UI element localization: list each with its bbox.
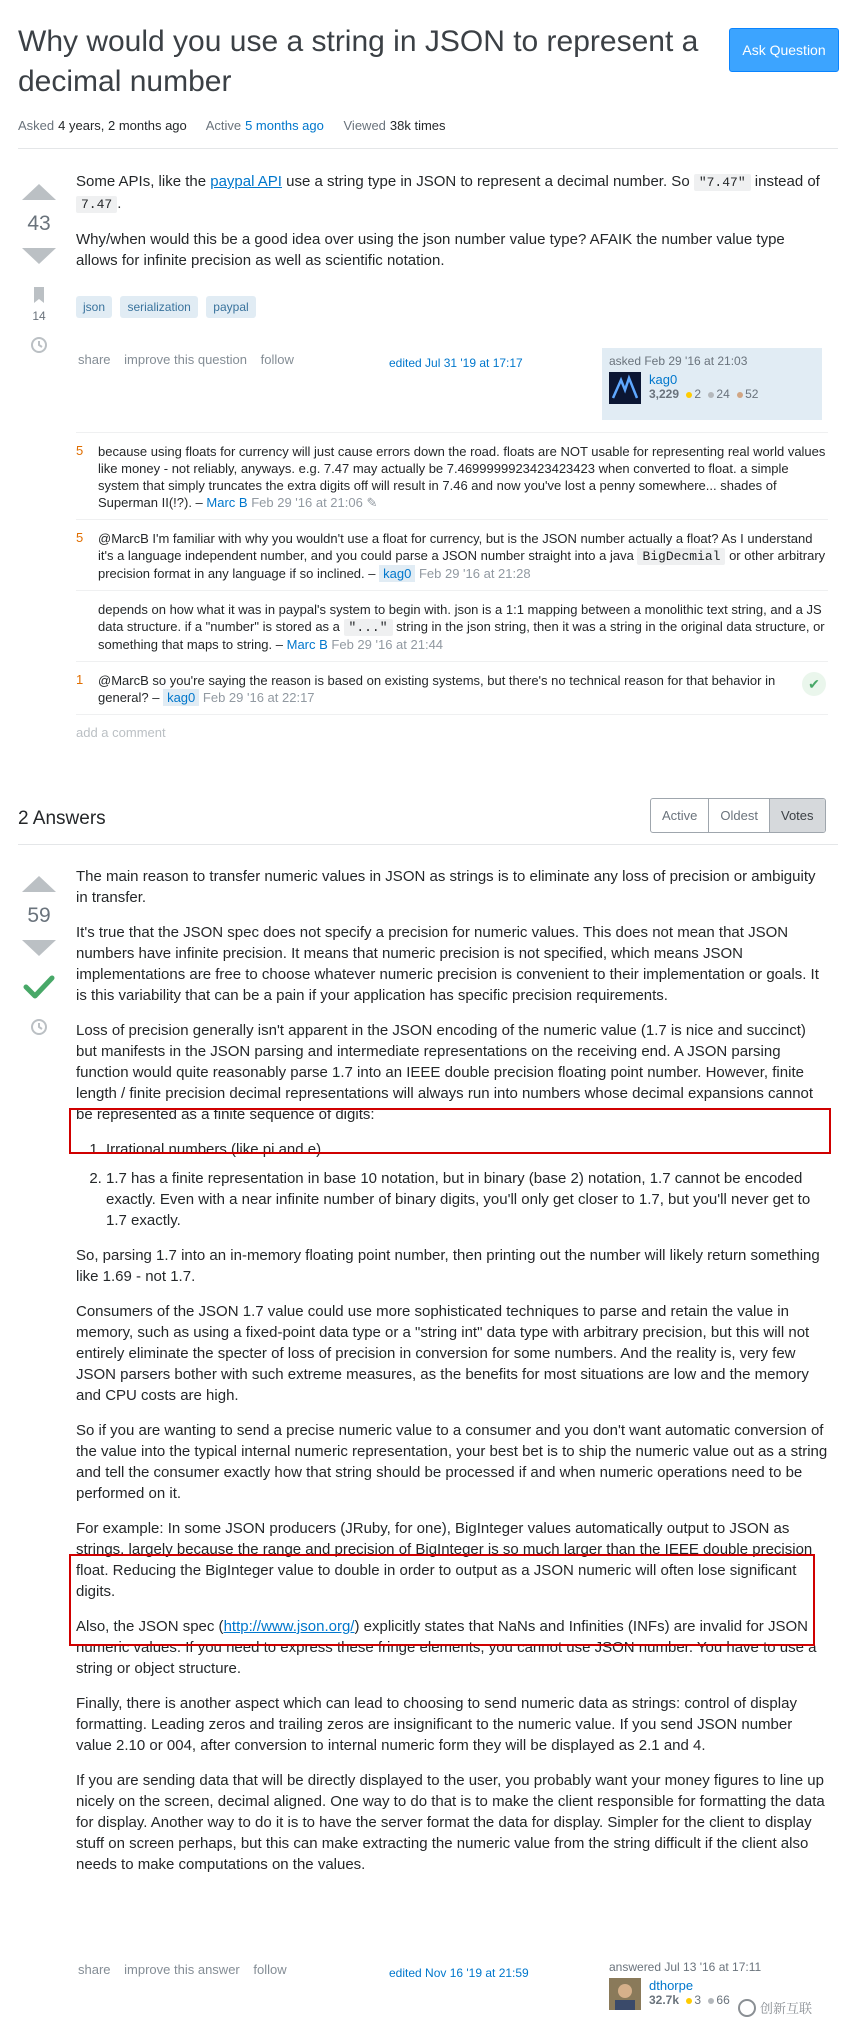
comment-item — [76, 520, 828, 590]
question-post-menu — [78, 352, 304, 367]
answer-paragraph: If you are sending data that will be directly displayed to the user, you probably want your money figures to line up nicely on the screen, decimal aligned. One way to do that is to make the client responsible for formatting the data for display. Another way to do it is to have the server format the data for display. Simpler for the client to display stuff on screen perhaps, but this can make extracting the numeric value from the string difficult if the client also needs to make computations on the values. — [76, 1772, 825, 1873]
comment-code: "..." — [344, 619, 393, 636]
question-score: 43 — [27, 212, 51, 235]
list-item: 1. Irrational numbers (like pi and e) — [106, 1139, 828, 1160]
follow-link[interactable]: follow — [253, 1962, 287, 1977]
tag-json[interactable]: json — [76, 296, 112, 318]
improve-question-link[interactable]: improve this question — [124, 352, 247, 367]
comment-score: 5 — [76, 443, 84, 458]
answer-body — [76, 866, 828, 1889]
improve-answer-link[interactable]: improve this answer — [124, 1962, 240, 1977]
accepted-check-icon — [16, 974, 62, 1005]
gold-badge-icon — [686, 1998, 692, 2004]
page-title: Why would you use a string in JSON to represent a decimal number — [18, 25, 699, 98]
silver-badge-icon — [708, 392, 714, 398]
answer-owner-card — [609, 1960, 829, 2030]
paypal-api-link[interactable]: paypal API — [210, 173, 282, 190]
answer-vote-cell — [16, 876, 62, 1042]
comment-date[interactable]: Feb 29 '16 at 21:06 — [251, 495, 363, 510]
comment-user[interactable]: kag0 — [379, 565, 415, 582]
comment-user[interactable]: Marc B — [286, 637, 328, 652]
answer-paragraph: The main reason to transfer numeric values in JSON as strings is to eliminate any loss of precision or ambiguity in transfer. — [76, 868, 816, 906]
answer-paragraph: It's true that the JSON spec does not specify a precision for numeric values. This does not mean that JSON numbers have infinite precision. It means that numeric precision is not specified, which means JSON implementations are free to choose whatever numeric precision is convenient to their implementation or goals. It is this variability that can be a pain if your application has specific precision requirements. — [76, 924, 819, 1004]
tag-serialization[interactable]: serialization — [120, 296, 197, 318]
question-meta: Asked 4 years, 2 months ago Active 5 months ago Viewed 38k times — [18, 118, 446, 133]
asked-date: asked Feb 29 '16 at 21:03 — [609, 354, 748, 368]
viewed-value: 38k times — [389, 118, 446, 133]
tab-votes[interactable]: Votes — [770, 799, 825, 832]
comment-score: 5 — [76, 530, 84, 545]
comment-date[interactable]: Feb 29 '16 at 21:44 — [331, 637, 444, 652]
history-icon[interactable] — [16, 335, 62, 360]
silver-badge-icon — [708, 1998, 714, 2004]
question-owner-card — [602, 348, 822, 420]
comment-score — [76, 601, 98, 653]
asked-value: 4 years, 2 months ago — [58, 118, 187, 133]
tag-paypal[interactable]: paypal — [206, 296, 255, 318]
bookmark-icon[interactable] — [16, 286, 62, 309]
share-link[interactable]: share — [78, 352, 111, 367]
watermark-text: 创新互联 — [760, 2001, 813, 2016]
active-value[interactable]: 5 months ago — [245, 118, 324, 133]
ask-question-button[interactable]: Ask Question — [729, 28, 839, 72]
watermark-logo — [738, 1998, 812, 2017]
owner-reputation: 32.7k 3 66 — [649, 1993, 730, 2007]
downvote-arrow-icon[interactable] — [22, 248, 56, 264]
comment-date[interactable]: Feb 29 '16 at 22:17 — [202, 690, 315, 705]
answer-paragraph: Finally, there is another aspect which can lead to choosing to send numeric data as strings: control of display formatting. Leading zeros and trailing zeros are insignificant to the numeric value. If you send JSON number value 2.10 or 004, after conversion to internal numeric form they will be displayed as 2.1 and 4. — [76, 1695, 797, 1754]
upvote-arrow-icon[interactable] — [22, 876, 56, 892]
answer-paragraph-precision: Loss of precision generally isn't apparent in the JSON encoding of the numeric value (1.7 is nice and succinct) but manifests in the JSON parsing and intermediate representations on the receiving end. A JSON parsing function would quite reasonably parse 1.7 into an IEEE double precision floating point number. However, finite length / finite precision decimal representations will always run into numbers whose decimal expansions cannot be represented as a finite sequence of digits: — [76, 1022, 814, 1123]
code-string-747: "7.47" — [694, 174, 751, 191]
pencil-icon[interactable]: ✎ — [366, 495, 378, 510]
comment-body: @MarcB so you're saying the reason is based on existing systems, but there's no technical reason for that behavior in general? – kag0 Feb 29 '16 at 22:17 — [98, 673, 776, 705]
comment-user[interactable]: Marc B — [206, 495, 248, 510]
answer-paragraph: Consumers of the JSON 1.7 value could use more sophisticated techniques to parse and retain the value in memory, such as using a fixed-point data type or a "string int" data type with arbitrary precision, but this will not entirely eliminate the specter of loss of precision in conversion for some numbers. And the reality is, very few JSON parsers bother with such extreme measures, as the benefits for most situations are low and the memory and CPU costs are high. — [76, 1303, 810, 1404]
comment-body: @MarcB I'm familiar with why you wouldn't use a float for currency, but is the JSON number actually a float? As I understand it's a language independent number, and you could parse a JSON number straight into a java BigDecmial or other arbitrary precision format in any language if so inclined. – kag0 Feb 29 '16 at 21:28 — [98, 531, 826, 581]
comment-item — [76, 591, 828, 661]
share-link[interactable]: share — [78, 1962, 111, 1977]
comment-body: because using floats for currency will just cause errors down the road. floats are NOT usable for representing real world values like money - not reliably, anyways. e.g. 7.47 may actually be 7.4699999923423423423 when converted to float. a simple system that simply truncates the extra digits off will result in 7.46 and now you've lost a penny somewhere... shades of Superman II(!?). – Marc B Feb 29 '16 at 21:06 ✎ — [98, 444, 826, 510]
question-vote-cell — [16, 184, 62, 360]
downvote-arrow-icon[interactable] — [22, 940, 56, 956]
watermark-icon — [738, 1999, 756, 2017]
highlight-box-precision — [69, 1108, 831, 1154]
answer-paragraph-example: For example: In some JSON producers (JRuby, for one), BigInteger values automatically output to JSON as strings, largely because the range and precision of BigInteger is so much larger than the IEEE double precision float. Reducing the BigInteger value to double in order to output as a JSON numeric will often lose significant digits. — [76, 1520, 813, 1600]
json-org-link[interactable]: http://www.json.org/ — [223, 1618, 355, 1635]
question-edited-link[interactable]: edited Jul 31 '19 at 17:17 — [389, 356, 523, 370]
answer-post-menu — [78, 1962, 297, 1977]
answered-date: answered Jul 13 '16 at 17:11 — [609, 1960, 762, 1974]
answer-score: 59 — [27, 904, 51, 927]
list-item: 2. 1.7 has a finite representation in base 10 notation, but in binary (base 2) notation, 1.7 cannot be encoded exactly. Even with a near infinite number of binary digits, you'll only get closer to 1.7, but you'll never get to 1.7 exactly. — [106, 1168, 828, 1231]
owner-name[interactable]: kag0 — [649, 372, 678, 387]
code-number-747: 7.47 — [76, 196, 117, 213]
tab-active[interactable]: Active — [651, 799, 709, 832]
answer-edited-link[interactable]: edited Nov 16 '19 at 21:59 — [389, 1966, 529, 1980]
bookmark-count: 14 — [32, 309, 46, 323]
comment-item — [76, 662, 828, 714]
comment-score: 1 — [76, 672, 84, 687]
answer-sort-tabs — [650, 798, 826, 833]
answer-paragraph: Also, the JSON spec (http://www.json.org/) explicitly states that NaNs and Infinities (INFs) are invalid for JSON numeric values. If you need to express these fringe elements, you cannot use JSON number. You have to use a string or object structure. — [76, 1618, 817, 1677]
comment-item — [76, 433, 828, 519]
answers-count: 2 Answers — [18, 808, 106, 829]
comment-user[interactable]: kag0 — [163, 689, 199, 706]
gold-badge-icon — [686, 392, 692, 398]
owner-name[interactable]: dthorpe — [649, 1978, 694, 1993]
bronze-badge-icon — [737, 392, 743, 398]
question-body — [76, 171, 826, 285]
upvote-arrow-icon[interactable] — [22, 184, 56, 200]
kag0-avatar[interactable] — [609, 372, 641, 404]
comment-body: depends on how what it was in paypal's system to begin with. json is a 1:1 mapping between a monolithic text string, and a JS data structure. if a "number" is stored as a "..." string in the json string, then it was a string in the original data structure, or something that maps to string. – Marc B Feb 29 '16 at 21:44 — [98, 602, 825, 652]
comment-list — [76, 432, 828, 750]
comment-date[interactable]: Feb 29 '16 at 21:28 — [418, 566, 531, 581]
header-divider — [18, 148, 838, 149]
question-paragraph-1: Some APIs, like the paypal API use a string type in JSON to represent a decimal number. So "7.47" instead of 7.47 . — [76, 173, 820, 212]
follow-link[interactable]: follow — [260, 352, 294, 367]
answer-paragraph: So if you are wanting to send a precise numeric value to a consumer and you don't want automatic conversion of the value into the typical internal numeric representation, your best bet is to ship the numeric value out as a string and tell the consumer exactly how that string should be processed if and when numeric operations need to be performed on it. — [76, 1422, 828, 1502]
owner-reputation: 3,229 2 24 52 — [649, 387, 759, 401]
checkmark-icon: ✔ — [802, 672, 826, 696]
question-paragraph-2: Why/when would this be a good idea over using the json number value type? AFAIK the number value type allows for infinite precision as well as scientific notation. — [76, 231, 785, 269]
answer-paragraph: So, parsing 1.7 into an in-memory floating point number, then printing out the number will likely return something like 1.69 - not 1.7. — [76, 1247, 820, 1285]
history-icon[interactable] — [16, 1017, 62, 1042]
tab-oldest[interactable]: Oldest — [709, 799, 770, 832]
comment-code: BigDecmial — [637, 548, 725, 565]
add-comment-link[interactable]: add a comment — [76, 725, 166, 740]
dthorpe-avatar[interactable] — [609, 1978, 641, 2010]
highlight-box-example — [69, 1554, 815, 1646]
answers-divider — [18, 844, 838, 845]
tag-list — [76, 296, 260, 318]
